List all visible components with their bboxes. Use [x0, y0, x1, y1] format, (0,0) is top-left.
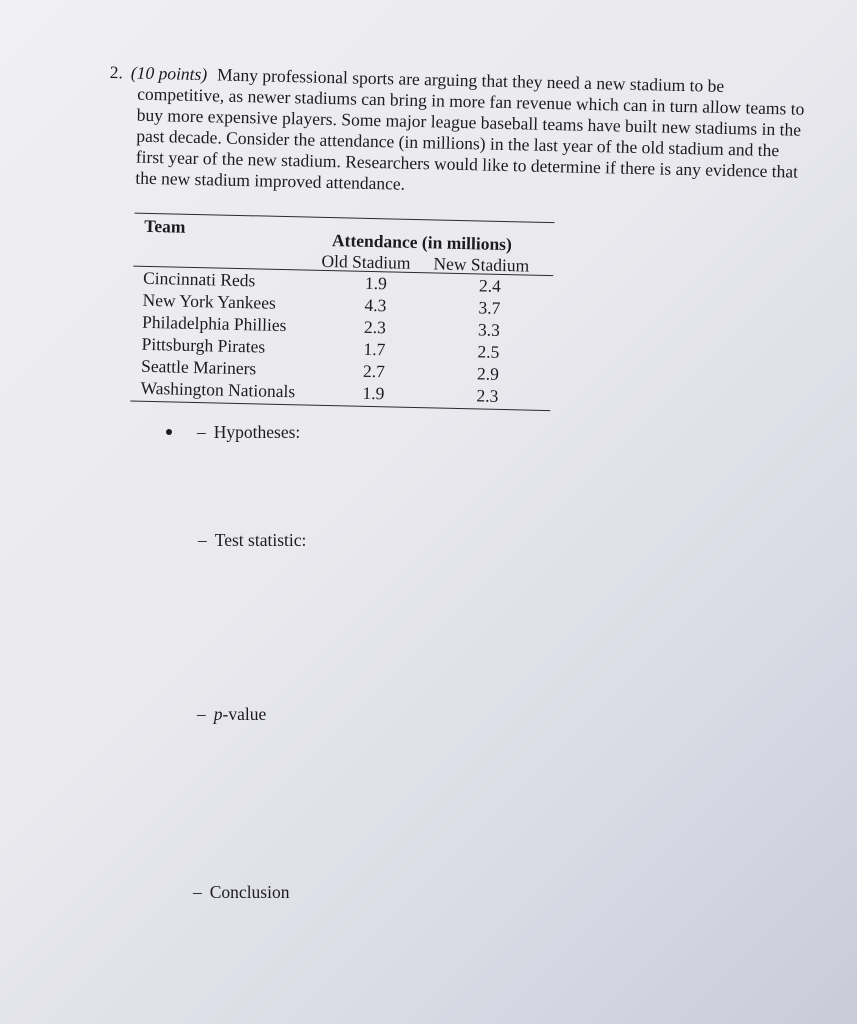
table-body	[130, 267, 553, 408]
attendance-table	[130, 213, 554, 411]
old-stadium-cell: 2.7	[362, 360, 386, 382]
bullet-dot-icon	[166, 429, 172, 435]
new-stadium-cell: 3.3	[477, 319, 501, 340]
old-stadium-cell: 1.7	[363, 338, 386, 360]
dash-mark: –	[193, 882, 202, 902]
problem-2	[107, 62, 810, 406]
p-value-label: -value	[222, 704, 267, 724]
team-cell: Seattle Mariners	[140, 355, 257, 379]
new-stadium-cell: 2.3	[476, 385, 499, 406]
team-cell: New York Yankees	[142, 289, 277, 313]
old-stadium-cell: 2.3	[363, 316, 387, 338]
test-statistic-label: Test statistic:	[214, 530, 307, 550]
dash-mark: –	[197, 704, 206, 724]
old-stadium-cell: 4.3	[364, 294, 387, 316]
problem-statement	[107, 62, 810, 204]
new-stadium-cell: 2.4	[478, 275, 502, 296]
attendance-group-header: Attendance (in millions)	[331, 230, 513, 255]
new-stadium-column-header: New Stadium	[433, 253, 530, 276]
team-cell: Washington Nationals	[140, 377, 296, 402]
conclusion-label: Conclusion	[209, 882, 290, 902]
team-cell: Philadelphia Phillies	[141, 311, 287, 336]
old-stadium-cell: 1.9	[362, 382, 385, 404]
team-column-header: Team	[144, 215, 186, 237]
test-statistic-item	[198, 530, 306, 551]
team-cell: Pittsburgh Pirates	[141, 333, 266, 357]
old-stadium-column-header: Old Stadium	[321, 250, 411, 273]
hypotheses-item	[197, 422, 300, 443]
hypotheses-label: Hypotheses:	[213, 422, 301, 442]
dash-mark: –	[198, 530, 207, 550]
p-value-letter: p	[213, 704, 223, 724]
p-value-item	[197, 704, 266, 725]
problem-text: Many professional sports are arguing that they need a new stadium to be competitive, as newer stadiums can bring in more fan revenue which can in turn allow teams to buy more expensive players. Some major league baseball teams have built new stadiums in the past decade. Consider the attendance (in millions) in the last year of the old stadium and the first year of the new stadium. Researchers would like to determine if there is any evidence that the new stadium improved attendance.	[135, 64, 805, 194]
new-stadium-cell: 2.9	[476, 363, 500, 384]
team-cell: Cincinnati Reds	[142, 267, 256, 291]
problem-number: 2.	[109, 62, 124, 83]
problem-points: (10 points)	[130, 62, 208, 85]
new-stadium-cell: 2.5	[477, 341, 500, 362]
dash-mark: –	[197, 422, 206, 442]
conclusion-item	[193, 882, 289, 903]
table-header	[133, 214, 554, 276]
old-stadium-cell: 1.9	[364, 272, 388, 294]
new-stadium-cell: 3.7	[478, 297, 501, 318]
